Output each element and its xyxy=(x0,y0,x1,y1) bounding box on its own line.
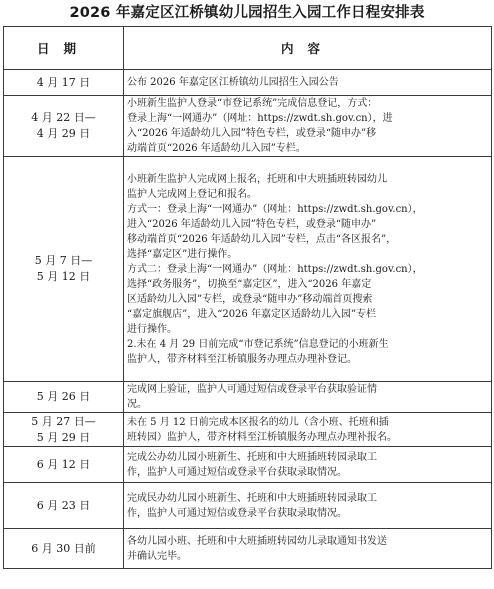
content-text: 进行操作。 xyxy=(127,323,177,335)
table-row xyxy=(4,70,492,96)
content-text: 各幼儿园小班、托班和中大班插班转园幼儿录取通知书发送 xyxy=(127,535,387,547)
table-row xyxy=(4,529,492,569)
content-text: “嘉定旗舰店”，进入“2026 年嘉定区适龄幼儿入园”专栏 xyxy=(127,308,377,320)
content-cell xyxy=(124,157,492,382)
content-text: 监护人，带齐材料至江桥镇服务办理点办理补登记。 xyxy=(127,353,357,365)
content-text: 完成网上验证，监护人可通过短信或登录平台获取验证情 xyxy=(127,384,377,395)
date-cell xyxy=(4,483,124,529)
header-date: 日期 xyxy=(4,27,124,70)
content-cell xyxy=(124,483,492,529)
date-cell xyxy=(4,413,124,447)
table-row xyxy=(4,447,492,483)
content-text: 动端首页“2026 年适龄幼儿入园”专栏。 xyxy=(127,143,306,154)
content-text: 小班新生监护人完成网上报名，托班和中大班插班转园幼儿 xyxy=(127,173,387,185)
content-cell xyxy=(124,529,492,569)
date-text: 5 月 7 日— xyxy=(34,254,93,267)
content-text: 完成民办幼儿园小班新生、托班和中大班插班转园录取工 xyxy=(127,492,377,504)
date-text: 5 月 29 日 xyxy=(36,430,91,444)
content-text: 选择“政务服务”，切换至“嘉定区”，进入“2026 年嘉定 xyxy=(127,278,372,290)
content-text: 况。 xyxy=(127,399,147,410)
content-text: 班转园）监护人，带齐材料至江桥镇服务办理点办理补报名。 xyxy=(127,431,397,443)
date-cell xyxy=(4,96,124,157)
content-text: 公布 2026 年嘉定区江桥镇幼儿园招生入园公告 xyxy=(127,77,339,88)
date-cell xyxy=(4,447,124,483)
date-text: 4 月 22 日— xyxy=(31,111,96,124)
date-text: 6 月 12 日 xyxy=(36,457,91,471)
content-text: 方式一：登录上海“一网通办”（网址：https://zwdt.sh.gov.cn）， xyxy=(127,203,423,215)
date-text: 5 月 26 日 xyxy=(36,390,91,403)
header-row xyxy=(4,27,492,70)
content-text: 登录上海“一网通办”（网址：https://zwdt.sh.gov.cn），进 xyxy=(127,113,393,124)
header-content: 内容 xyxy=(124,27,492,70)
date-cell xyxy=(4,70,124,96)
date-text: 6 月 23 日 xyxy=(36,498,91,512)
table-row xyxy=(4,96,492,157)
content-text: 完成公办幼儿园小班新生、托班和中大班插班转园录取工 xyxy=(127,451,377,463)
content-text: 区适龄幼儿入园”专栏，或登录“随申办”移动端首页搜索 xyxy=(127,293,373,305)
content-cell xyxy=(124,96,492,157)
date-cell xyxy=(4,382,124,413)
content-cell xyxy=(124,413,492,447)
table-row xyxy=(4,382,492,413)
content-text: 移动端首页“2026 年适龄幼儿入园”专栏，点击“各区报名”， xyxy=(127,233,397,245)
date-cell xyxy=(4,529,124,569)
content-text: 并确认完毕。 xyxy=(127,550,187,562)
table-row xyxy=(4,413,492,447)
table-row xyxy=(4,483,492,529)
schedule-table xyxy=(3,26,492,569)
content-text: 选择“嘉定区”进行操作。 xyxy=(127,248,238,260)
content-text: 2.未在 4 月 29 日前完成“市登记系统”信息登记的小班新生 xyxy=(127,338,389,350)
date-text: 5 月 12 日 xyxy=(36,270,91,283)
content-text: 监护人完成网上登记和报名。 xyxy=(127,188,257,200)
content-text: 未在 5 月 12 日前完成本区报名的幼儿（含小班、托班和插 xyxy=(127,416,389,428)
schedule-rows xyxy=(4,70,492,569)
content-cell xyxy=(124,70,492,96)
content-cell xyxy=(124,447,492,483)
content-text: 进入“2026 年适龄幼儿入园”特色专栏，或登录“随申办” xyxy=(127,218,377,230)
date-text: 6 月 30 日前 xyxy=(31,541,96,555)
content-text: 作，监护人可通过短信或登录平台获取录取情况。 xyxy=(127,507,347,519)
date-cell xyxy=(4,157,124,382)
content-text: 小班新生监护人登录“市登记系统”完成信息登记，方式： xyxy=(127,98,378,109)
date-text: 4 月 29 日 xyxy=(36,127,91,140)
content-text: 方式二：登录上海“一网通办”（网址：https://zwdt.sh.gov.cn）， xyxy=(127,263,423,275)
document-title: 2026 年嘉定区江桥镇幼儿园招生入园工作日程安排表 xyxy=(69,5,425,21)
content-cell xyxy=(124,382,492,413)
table-row xyxy=(4,157,492,382)
content-text: 作，监护人可通过短信或登录平台获取录取情况。 xyxy=(127,466,347,478)
date-text: 4 月 17 日 xyxy=(36,75,91,89)
date-text: 5 月 27 日— xyxy=(31,414,96,428)
content-text: 入“2026 年适龄幼儿入园”特色专栏，或登录“随申办”移 xyxy=(127,128,377,139)
